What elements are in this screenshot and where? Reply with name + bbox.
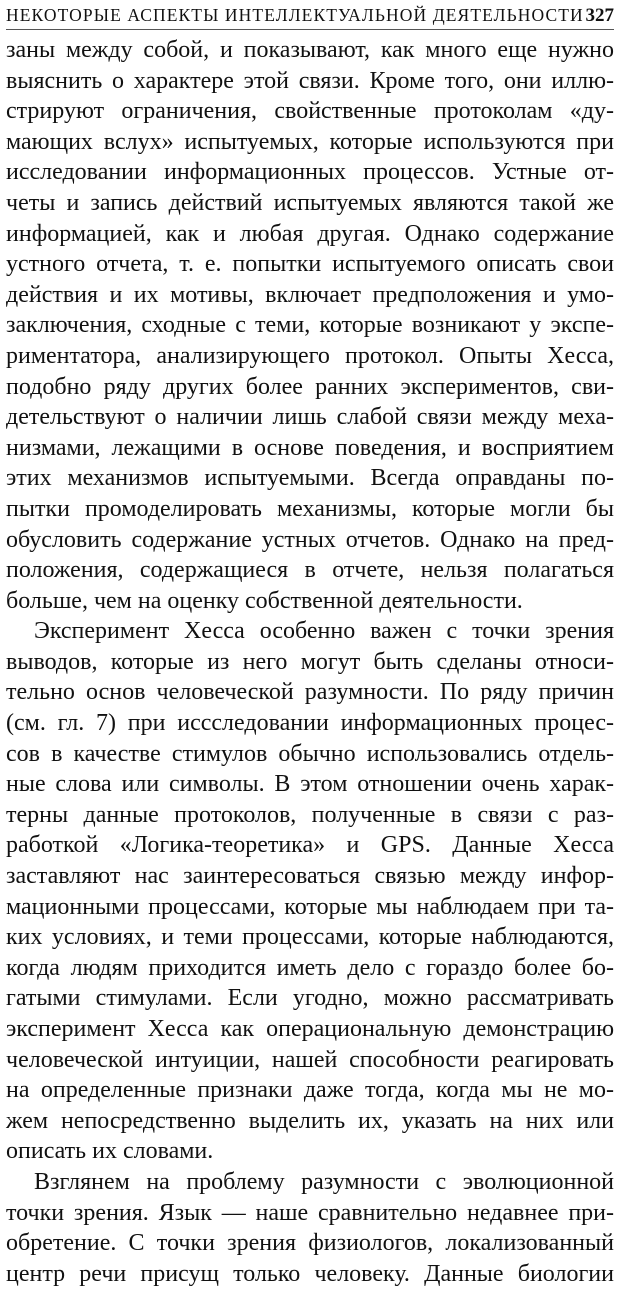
- text-line: обусловить содержание устных отчетов. Однако на пред-: [6, 526, 614, 553]
- text-line: эксперимент Хесса как операциональную демонстрацию: [6, 1016, 614, 1042]
- text-line: описать их словами.: [6, 1138, 214, 1165]
- text-line: заны между собой, и показывают, как много еще нужно: [6, 37, 614, 63]
- text-line: действия и их мотивы, включает предположения и умо-: [6, 281, 614, 308]
- text-line: четы и запись действий испытуемых являются такой же: [6, 189, 614, 216]
- text-line: ные слова или символы. В этом отношении очень харак-: [6, 771, 614, 798]
- text-line: Эксперимент Хесса особенно важен с точки зрения: [34, 618, 614, 645]
- text-line: выяснить о характере этой связи. Кроме того, они иллю-: [6, 67, 614, 94]
- text-line: низмами, лежащими в основе поведения, и восприятием: [6, 434, 614, 461]
- text-line: мающих вслух» испытуемых, которые используются при: [6, 128, 614, 155]
- running-title: НЕКОТОРЫЕ АСПЕКТЫ ИНТЕЛЛЕКТУАЛЬНОЙ ДЕЯТЕЛЬНОСТИ: [6, 5, 584, 25]
- text-line: гатыми стимулами. Если угодно, можно рассматривать: [6, 985, 614, 1012]
- text-line: точки зрения. Язык — наше сравнительно недавнее при-: [6, 1199, 614, 1226]
- text-line: тельно основ человеческой разумности. По ряду причин: [6, 679, 614, 706]
- text-line: центр речи присущ только человеку. Данные биологии: [6, 1260, 614, 1287]
- text-line: риментатора, анализирующего протокол. Опыты Хесса,: [6, 342, 614, 369]
- page-header: [6, 2, 614, 30]
- text-line: жем непосредственно выделить их, указать на них или: [6, 1107, 614, 1134]
- text-line: сов в качестве стимулов обычно использовались отдель-: [6, 740, 614, 767]
- text-line: стрируют ограничения, свойственные протоколам «ду-: [6, 98, 614, 125]
- text-line: Взглянем на проблему разумности с эволюционной: [34, 1168, 614, 1195]
- text-line: заключения, сходные с теми, которые возникают у экспе-: [6, 312, 614, 339]
- text-line: человеческой интуиции, нашей способности реагировать: [6, 1046, 614, 1073]
- text-line: работкой «Логика-теоретика» и GPS. Данные Хесса: [6, 832, 614, 859]
- text-line: этих механизмов испытуемыми. Всегда оправданы по-: [6, 465, 614, 492]
- text-line: детельствуют о наличии лишь слабой связи между меха-: [6, 404, 614, 431]
- body-text: [6, 35, 614, 1289]
- text-line: мационными процессами, которые мы наблюдаем при та-: [6, 893, 614, 920]
- text-line: пытки промоделировать механизмы, которые могли бы: [6, 495, 614, 522]
- text-line: когда людям приходится иметь дело с гораздо более бо-: [6, 954, 614, 981]
- text-line: положения, содержащиеся в отчете, нельзя полагаться: [6, 557, 614, 584]
- text-line: больше, чем на оценку собственной деятельности.: [6, 587, 523, 614]
- text-line: выводов, которые из него могут быть сделаны относи-: [6, 648, 614, 675]
- text-line: подобно ряду других более ранних экспериментов, сви-: [6, 373, 614, 400]
- text-line: исследовании информационных процессов. Устные от-: [6, 159, 614, 186]
- text-line: на определенные признаки даже тогда, когда мы не мо-: [6, 1077, 614, 1104]
- text-line: заставляют нас заинтересоваться связью между инфор-: [6, 863, 614, 890]
- page-number: 327: [585, 5, 614, 26]
- text-line: обретение. С точки зрения физиологов, локализованный: [6, 1230, 614, 1257]
- text-line: ких условиях, и теми процессами, которые наблюдаются,: [6, 924, 614, 951]
- text-line: устного отчета, т. е. попытки испытуемого описать свои: [6, 251, 614, 278]
- text-line: информацией, как и любая другая. Однако содержание: [6, 220, 614, 247]
- text-line: терны данные протоколов, полученные в связи с раз-: [6, 801, 614, 828]
- text-line: (см. гл. 7) при исcследовании информационных процес-: [6, 710, 614, 737]
